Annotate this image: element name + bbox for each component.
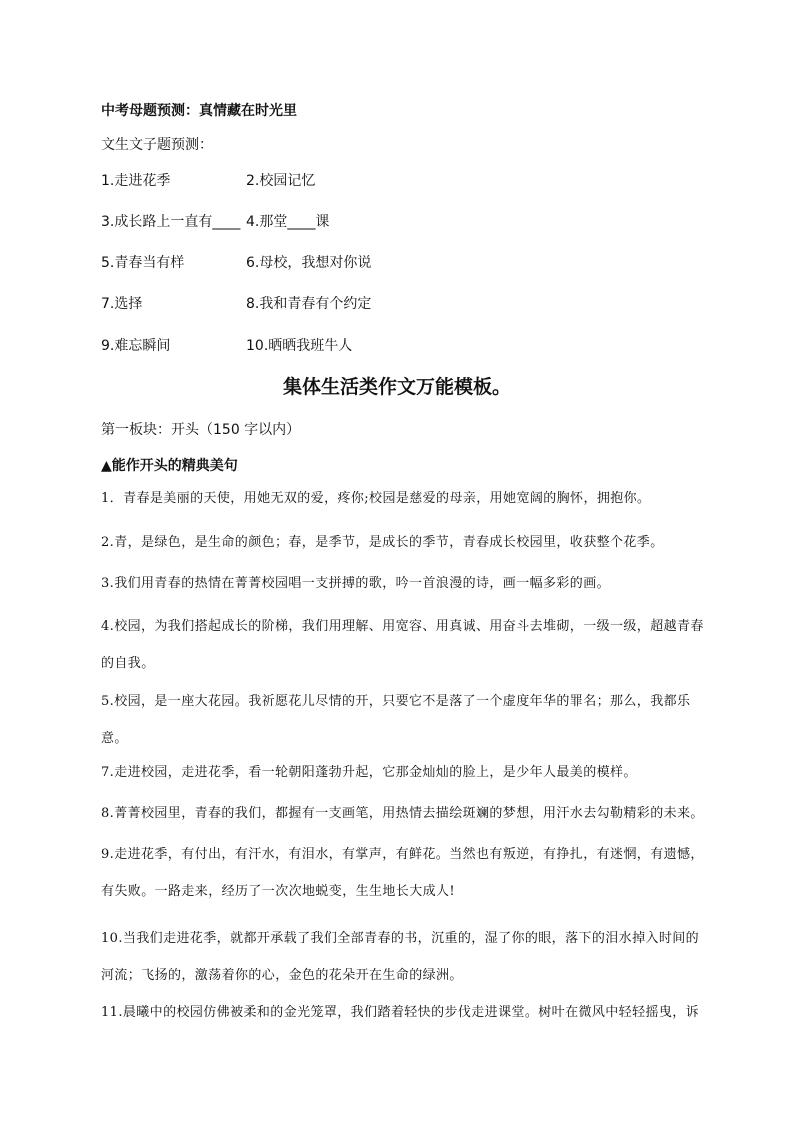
topic-item: 2.校园记忆: [246, 173, 316, 189]
sentence-item: 7.走进校园，走进花季，看一轮朝阳蓬勃升起，它那金灿灿的脸上，是少年人最美的模样。: [101, 765, 637, 780]
sentence-item: 5.校园，是一座大花园。我祈愿花儿尽情的开，只要它不是落了一个虚度年华的罪名；那么，我都乐意。: [101, 694, 691, 746]
topic-row: [101, 252, 701, 274]
topic-item: 7.选择: [101, 296, 143, 312]
topic-item: 9.难忘瞬间: [101, 338, 171, 354]
topic-item: 5.青春当有样: [101, 255, 185, 271]
topic-row: [101, 170, 701, 192]
topic-row: [101, 293, 701, 315]
sentence-item: 11.晨曦中的校园仿佛被柔和的金光笼罩，我们踏着轻快的步伐走进课堂。树叶在微风中轻轻摇曳，诉: [101, 1005, 700, 1020]
main-title: 集体生活类作文万能模板。: [282, 376, 511, 398]
mother-topic: 中考母题预测：真情藏在时光里: [101, 103, 297, 119]
topic-item: 6.母校，我想对你说: [246, 255, 372, 271]
sentence-item: 9.走进花季，有付出，有汗水，有泪水，有掌声，有鲜花。当然也有叛逆，有挣扎，有迷惘，有遗憾，有失败。一路走来，经历了一次次地蜕变，生生地长大成人!: [101, 847, 704, 899]
sentence-item: 3.我们用青春的热情在菁菁校园唱一支拼搏的歌，吟一首浪漫的诗，画一幅多彩的画。: [101, 576, 611, 591]
topic-item: 3.成长路上一直有____: [101, 214, 241, 230]
topic-item: 10.晒晒我班牛人: [246, 338, 353, 354]
sub-topic-heading: 文生文子题预测：: [101, 137, 213, 153]
sentence-item: 1．青春是美丽的天使，用她无双的爱，疼你;校园是慈爱的母亲，用她宽阔的胸怀，拥抱你。: [101, 491, 651, 506]
sentence-item: 2.青，是绿色，是生命的颜色；春，是季节，是成长的季节，青春成长校园里，收获整个花季。: [101, 535, 664, 550]
topic-item: 8.我和青春有个约定: [246, 296, 372, 312]
sentence-item: 8.菁菁校园里，青春的我们，都握有一支画笔，用热情去描绘斑斓的梦想，用汗水去勾勒精彩的未来。: [101, 806, 704, 821]
topic-item: 1.走进花季: [101, 173, 171, 189]
section-subheading: ▲能作开头的精典美句: [101, 458, 238, 474]
sentence-item: 10.当我们走进花季，就都开承载了我们全部青春的书，沉重的，湿了你的眼，落下的泪水掉入时间的河流；飞扬的，激荡着你的心，金色的花朵开在生命的绿洲。: [101, 931, 700, 983]
topic-row: [101, 211, 701, 233]
topic-row: [101, 335, 701, 357]
topic-item: 4.那堂____课: [246, 214, 330, 230]
sentence-item: 4.校园，为我们搭起成长的阶梯，我们用理解、用宽容、用真诚、用奋斗去堆砌，一级一级，超越青春的自我。: [101, 619, 704, 671]
section-heading: 第一板块：开头（150 字以内）: [101, 422, 301, 438]
